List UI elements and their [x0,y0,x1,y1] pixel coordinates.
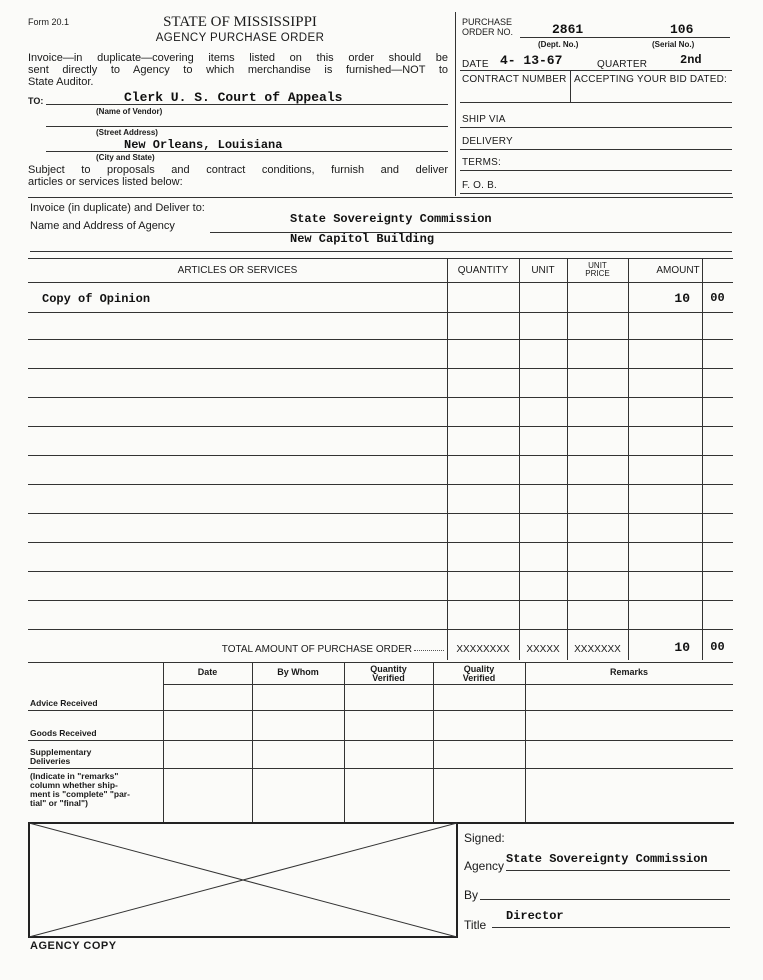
po-number-line [520,37,730,38]
recv-rule-2 [28,740,733,741]
total-dollars: 10 [674,640,690,655]
city-caption: (City and State) [96,153,155,162]
po-label [462,17,513,37]
recv-header-qty [344,665,433,683]
agency-line2-rule [30,251,732,252]
city-line [46,151,448,152]
header-unit-price [567,262,628,278]
instructions-line: sent directly to Agency to which merchandise is furnished—NOT to [28,64,448,76]
quarter-label: QUARTER [597,59,648,70]
total-quantity: XXXXXXXX [456,644,510,655]
total-label: TOTAL AMOUNT OF PURCHASE ORDER [221,644,412,655]
table-row-rule [28,397,733,398]
table-row-rule [28,600,733,601]
signed-label: Signed: [464,831,505,845]
vendor-name-caption: (Name of Vendor) [96,107,163,116]
row-supp-l2: Deliveries [30,756,71,766]
title-line [492,927,730,928]
vendor-city: New Orleans, Louisiana [124,138,283,152]
by-label: By [464,888,479,902]
agency-line1: State Sovereignty Commission [290,212,492,226]
recv-top-rule [28,662,733,663]
table-row-rule [28,312,733,313]
agency-line1-rule [210,232,732,233]
contract-label: CONTRACT NUMBER [462,74,567,85]
ship-via-label: SHIP VIA [462,114,506,125]
fob-line [460,193,732,194]
fob-label: F. O. B. [462,180,497,191]
total-unit-price: XXXXXXX [574,644,621,655]
accepting-label: ACCEPTING YOUR BID DATED: [574,74,727,85]
row-goods-received: Goods Received [30,728,97,738]
street-line [46,126,448,127]
header-quantity: QUANTITY [457,265,509,276]
po-label-line2: ORDER NO. [462,27,514,37]
title-order: AGENCY PURCHASE ORDER [155,32,325,44]
header-articles: ARTICLES OR SERVICES [177,265,298,276]
subject-line: articles or services listed below: [28,176,183,188]
total-unit: XXXXX [526,644,560,655]
recv-header-qual [433,665,525,683]
contract-divider [570,70,571,102]
street-caption: (Street Address) [96,128,158,137]
recv-col-qty [344,662,345,822]
header-unit-price-l2: PRICE [585,269,610,278]
table-row-rule [28,571,733,572]
table-row-rule [28,542,733,543]
recv-header-rule [163,684,733,685]
recv-col-date [163,662,164,822]
form-number: Form 20.1 [28,17,70,27]
subject-line: Subject to proposals and contract conditions, furnish and deliver [28,164,448,176]
date-label: DATE [462,59,489,70]
delivery-label: DELIVERY [462,136,513,147]
sig-agency-line [506,870,730,871]
table-row-rule [28,339,733,340]
agency-copy-label: AGENCY COPY [30,940,117,952]
recv-col-qual [433,662,434,822]
ship-via-line [460,127,732,128]
recv-header-qty-l2: Verified [372,673,405,683]
header-unit-price-l1: UNIT [588,261,607,270]
note-line: ment is "complete" "par- [30,789,130,799]
title-state: STATE OF MISSISSIPPI [163,14,317,30]
recv-col-bywhom [252,662,253,822]
recv-header-qual-l1: Quality [463,664,495,674]
dept-no: 2861 [552,22,584,37]
vendor-name-line [46,104,448,105]
contract-line [460,102,732,103]
table-row-rule [28,368,733,369]
recv-header-remarks: Remarks [609,667,649,677]
row-advice-received: Advice Received [30,698,98,708]
agency-line2: New Capitol Building [290,232,435,246]
title-label: Title [464,918,487,932]
table-row-rule [28,513,733,514]
header-amount: AMOUNT [656,265,700,276]
dept-caption: (Dept. No.) [538,40,579,49]
table-row-rule [28,455,733,456]
subject-text [28,164,448,188]
title-value: Director [506,909,564,923]
row-indicate-note [30,772,130,808]
sig-agency-value: State Sovereignty Commission [506,852,708,866]
note-line: tial" or "final") [30,798,88,808]
invoice-deliver-label: Invoice (in duplicate) and Deliver to: [30,202,205,214]
date-line [460,70,732,71]
recv-header-bywhom: By Whom [277,667,319,677]
po-label-line1: PURCHASE [462,17,513,27]
serial-caption: (Serial No.) [652,40,695,49]
void-box [28,822,458,938]
items-table [28,258,733,660]
vendor-name: Clerk U. S. Court of Appeals [124,90,343,105]
header-bottom-rule [28,197,733,198]
serial-no: 106 [670,22,694,37]
table-row-rule [28,629,733,630]
note-line: (Indicate in "remarks" [30,771,119,781]
recv-header-date: Date [197,667,218,677]
header-divider [455,12,456,196]
recv-header-qual-l2: Verified [462,673,496,683]
instructions [28,52,448,88]
receiving-table [28,662,733,822]
header-unit: UNIT [531,265,555,276]
instructions-line: State Auditor. [28,76,94,88]
table-row-rule [28,484,733,485]
to-label: TO: [28,96,44,106]
recv-rule-1 [28,710,733,711]
row-supp-l1: Supplementary [30,747,92,757]
by-line [480,899,730,900]
note-line: column whether ship- [30,780,118,790]
recv-header-qty-l1: Quantity [370,664,407,674]
recv-rule-3 [28,768,733,769]
po-date: 4- 13-67 [500,53,563,68]
total-cents: 00 [710,640,725,654]
item-cents: 00 [710,291,725,305]
terms-label: TERMS: [462,157,501,168]
item-article: Copy of Opinion [42,292,151,306]
sig-agency-label: Agency [464,859,505,873]
delivery-line [460,149,732,150]
recv-col-remarks [525,662,526,822]
terms-line [460,170,732,171]
total-leader [414,650,444,651]
row-supplementary [30,748,91,766]
table-row-rule [28,426,733,427]
instructions-line: Invoice—in duplicate—covering items listed on this order should be [28,52,448,64]
agency-address-label: Name and Address of Agency [30,220,175,232]
quarter-value: 2nd [680,53,702,67]
item-dollars: 10 [674,291,690,306]
